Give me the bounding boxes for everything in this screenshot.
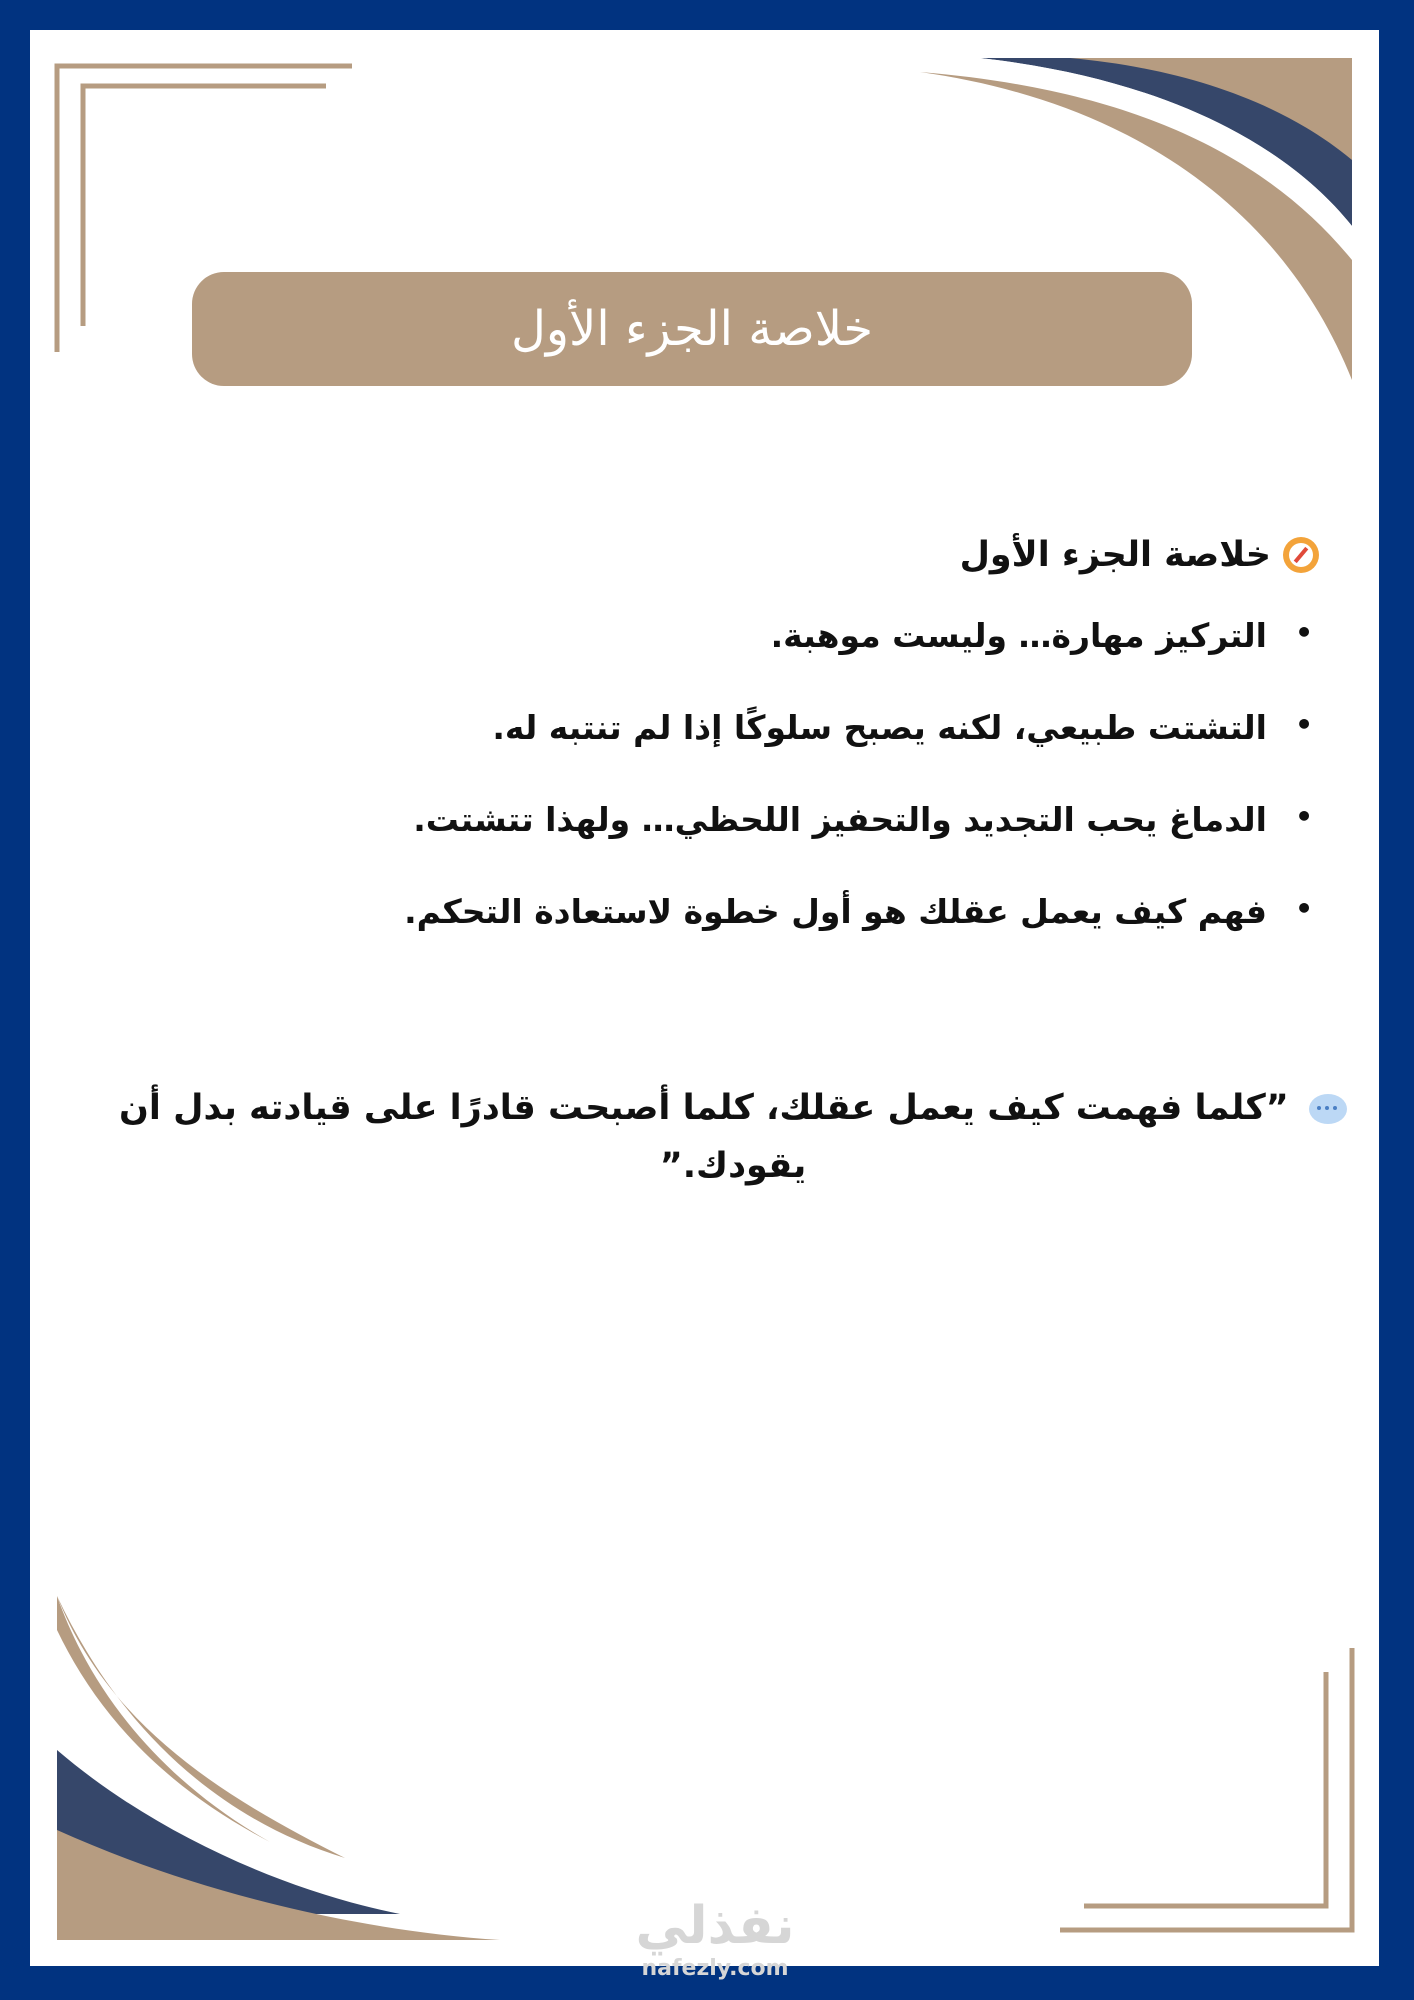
watermark: [595, 1896, 835, 1981]
section-heading: [79, 535, 1319, 575]
section-heading-text: خلاصة الجزء الأول: [959, 535, 1271, 575]
quote-block: [108, 1080, 1358, 1196]
watermark-latin: nafezly.com: [641, 1956, 789, 1981]
list-item: • التشتت طبيعي، لكنه يصبح سلوكًا إذا لم تنتبه له.: [79, 707, 1319, 750]
bottom-left-swoosh: [57, 1596, 500, 1940]
title-text: خلاصة الجزء الأول: [510, 301, 874, 357]
compass-icon: [1283, 537, 1319, 573]
list-item: • فهم كيف يعمل عقلك هو أول خطوة لاستعادة التحكم.: [79, 891, 1319, 934]
list-item: • الدماغ يحب التجديد والتحفيز اللحظي… ولهذا تتشتت.: [79, 799, 1319, 842]
watermark-arabic: نفذلي: [635, 1896, 795, 1956]
speech-bubble-icon: [1309, 1094, 1347, 1124]
list-item: • التركيز مهارة… وليست موهبة.: [79, 615, 1319, 658]
summary-list: [79, 615, 1319, 934]
summary-section: [79, 535, 1319, 983]
title-banner: [192, 272, 1192, 386]
quote-text: ”كلما فهمت كيف يعمل عقلك، كلما أصبحت قادرًا على قيادته بدل أن يقودك.”: [119, 1088, 1289, 1186]
bottom-right-corner-lines: [1060, 1648, 1352, 1930]
page: [30, 30, 1379, 1981]
